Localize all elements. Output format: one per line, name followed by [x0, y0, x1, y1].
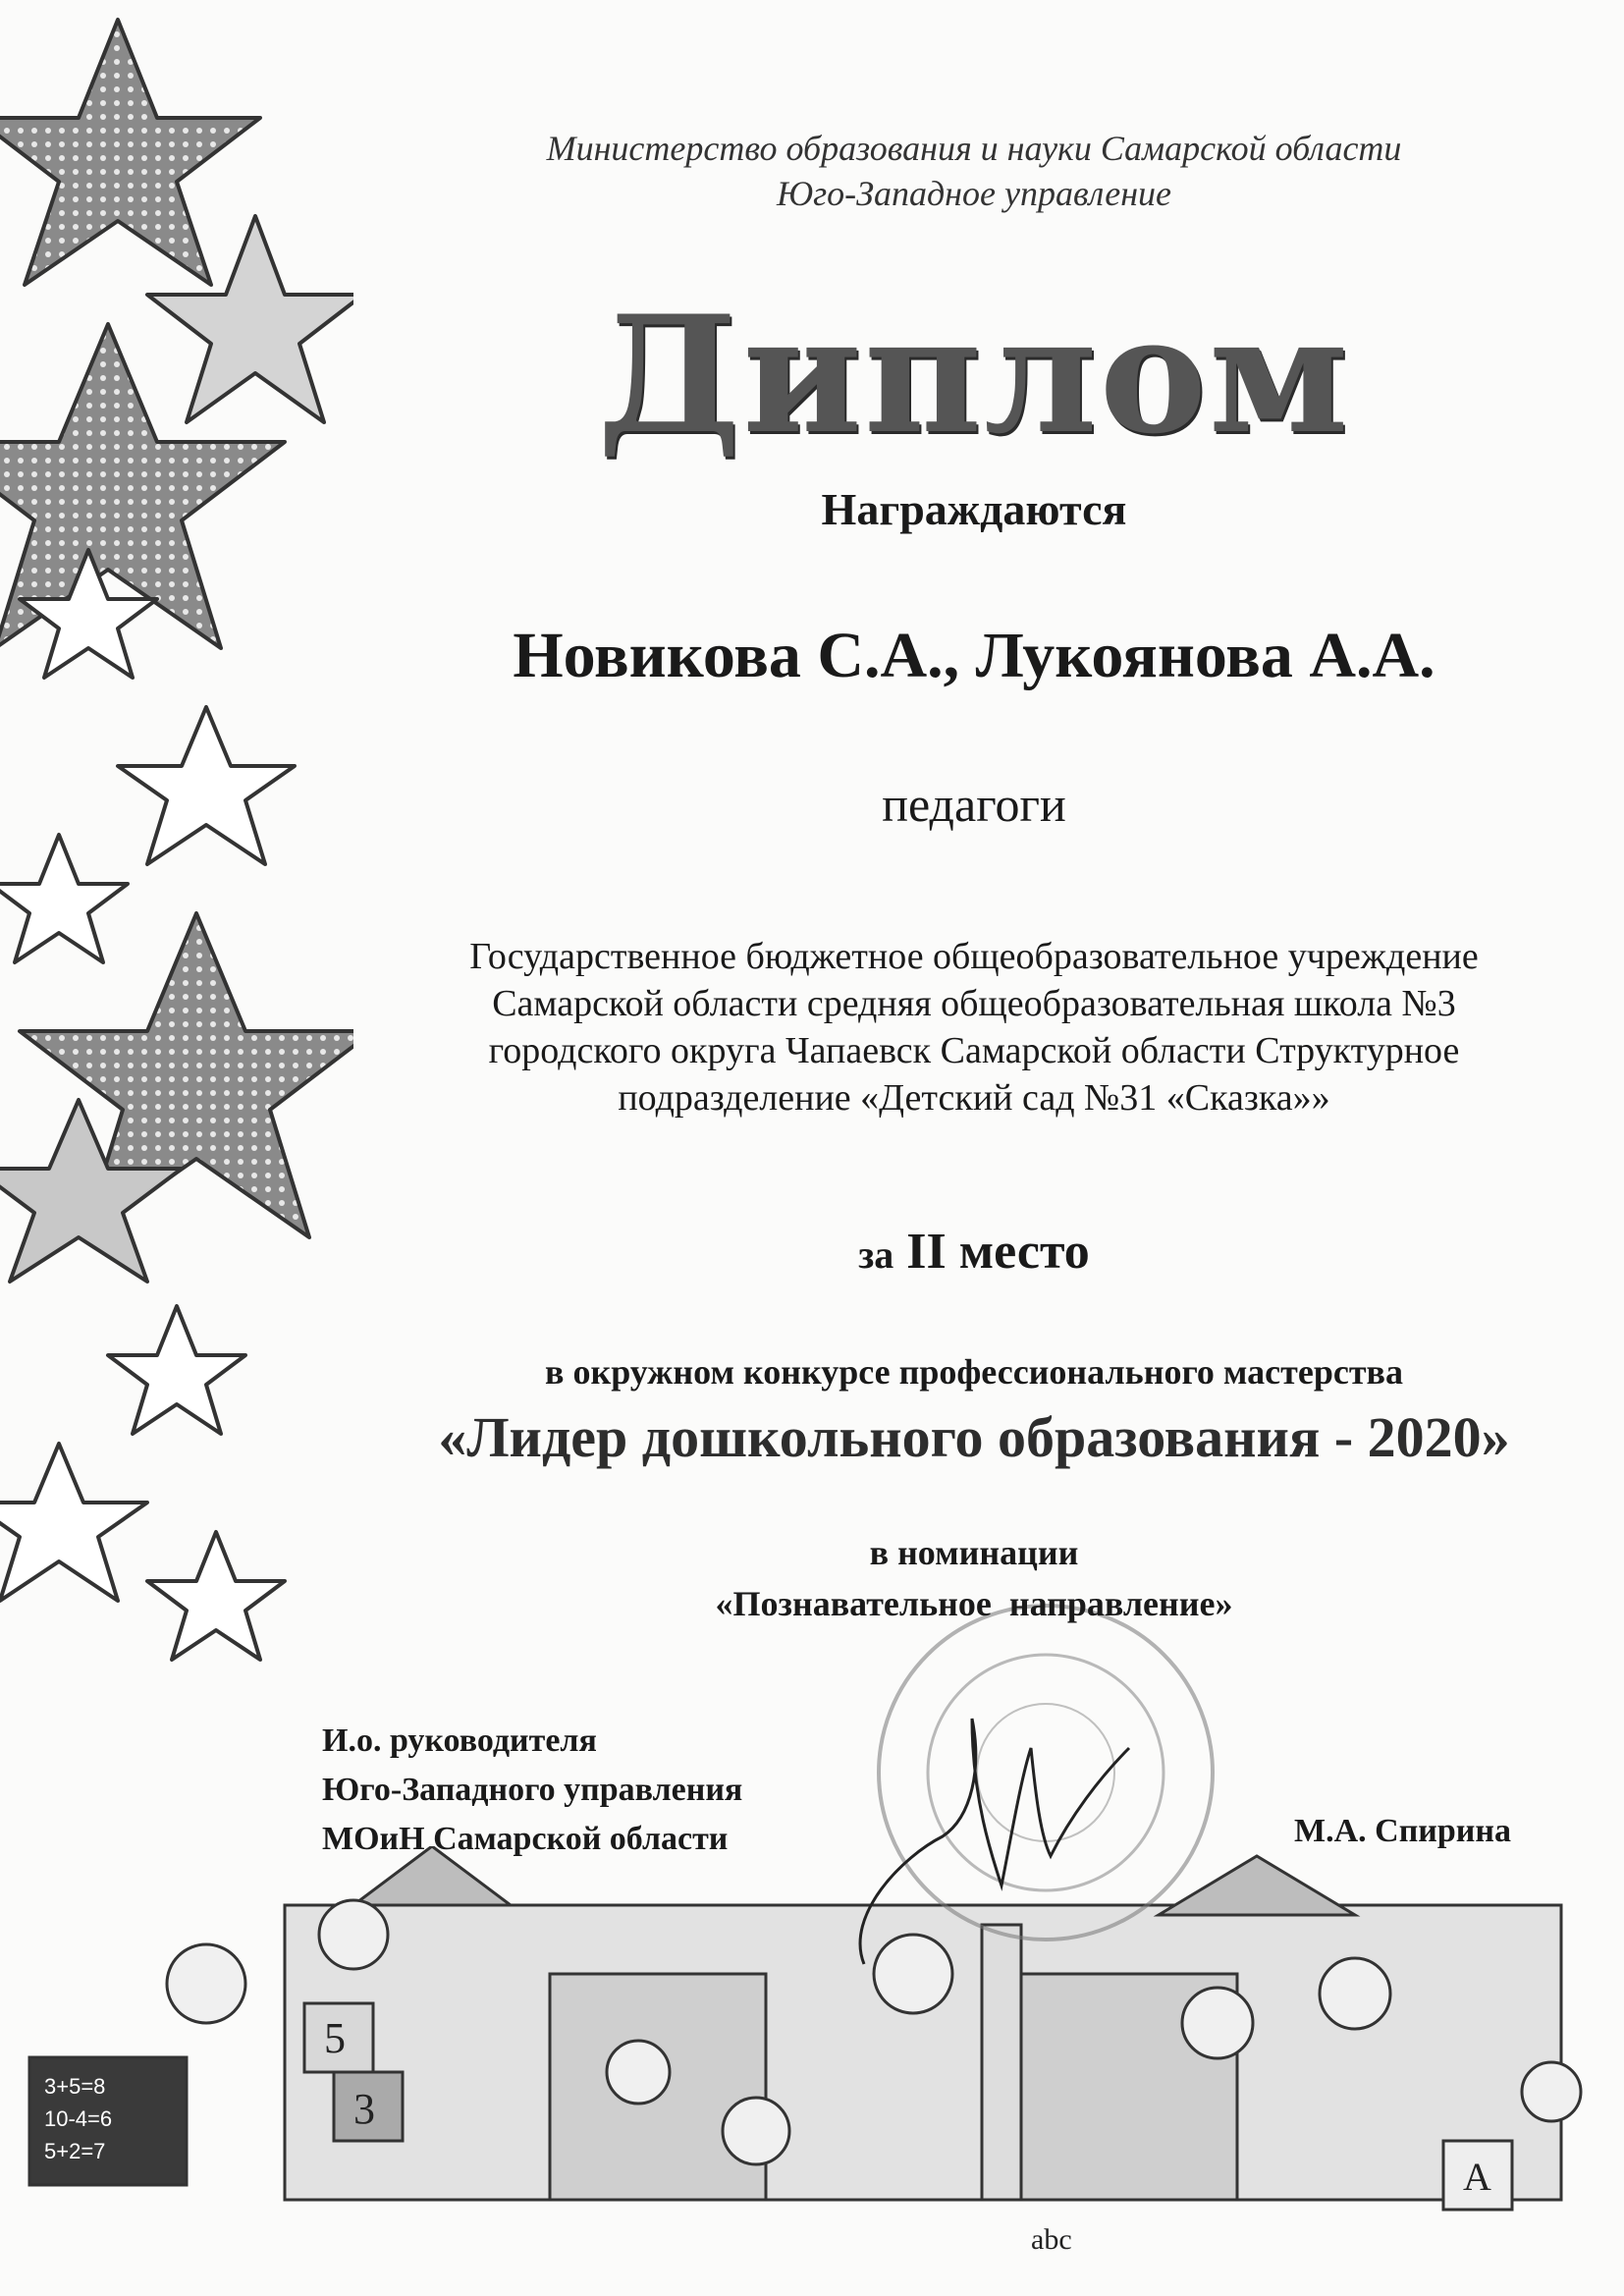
- organization-line: городского округа Чапаевск Самарской области Структурное: [488, 1030, 1460, 1071]
- awarded-label: Награждаются: [821, 484, 1127, 534]
- block-3-label: 3: [353, 2085, 375, 2133]
- signatory-title-line: Юго-Западного управления: [322, 1772, 743, 1808]
- signatory-title-line: И.о. руководителя: [322, 1722, 597, 1759]
- handwritten-signature: [825, 1660, 1149, 1984]
- organization-line: подразделение «Детский сад №31 «Сказка»»: [618, 1077, 1330, 1119]
- recipients-names: Новикова С.А., Лукоянова А.А.: [513, 620, 1435, 691]
- nomination-label: в номинации: [869, 1533, 1079, 1572]
- star-icon: [0, 20, 260, 285]
- organization-line: Государственное бюджетное общеобразовательное учреждение: [469, 936, 1479, 977]
- block-a-label: A: [1463, 2155, 1491, 2199]
- board-text: 10-4=6: [44, 2106, 113, 2131]
- star-icon: [147, 1532, 285, 1660]
- ministry-header: [324, 126, 1624, 216]
- contest-label: в окружном конкурсе профессионального мастерства: [545, 1352, 1403, 1392]
- signatory-title-line: МОиН Самарской области: [322, 1821, 729, 1857]
- signatory-title: [322, 1717, 742, 1864]
- contest-name: «Лидер дошкольного образования - 2020»: [438, 1405, 1510, 1469]
- department-line: Юго-Западное управление: [776, 174, 1172, 213]
- signatory-name: М.А. Спирина: [1294, 1813, 1511, 1849]
- organization: [324, 933, 1624, 1121]
- board-text: 3+5=8: [44, 2074, 106, 2099]
- block-5-label: 5: [324, 2014, 346, 2062]
- nomination-name: «Познавательное направление»: [715, 1584, 1233, 1623]
- star-icon: [0, 1444, 147, 1601]
- star-icon: [118, 707, 295, 864]
- place-value: II место: [906, 1224, 1090, 1280]
- ministry-line: Министерство образования и науки Самарской области: [546, 129, 1402, 168]
- board-text: 5+2=7: [44, 2139, 106, 2163]
- children-illustration: [0, 1846, 1624, 2296]
- stars-border-decoration: [0, 0, 353, 1866]
- place-prefix: за: [858, 1232, 894, 1277]
- abc-label: abc: [1031, 2223, 1072, 2256]
- star-icon: [108, 1306, 245, 1434]
- star-icon: [0, 835, 128, 962]
- diploma-title: Диплом: [597, 280, 1351, 469]
- place-award: [324, 1223, 1624, 1281]
- organization-line: Самарской области средняя общеобразовательная школа №3: [492, 983, 1456, 1024]
- recipients-role: педагоги: [882, 777, 1066, 832]
